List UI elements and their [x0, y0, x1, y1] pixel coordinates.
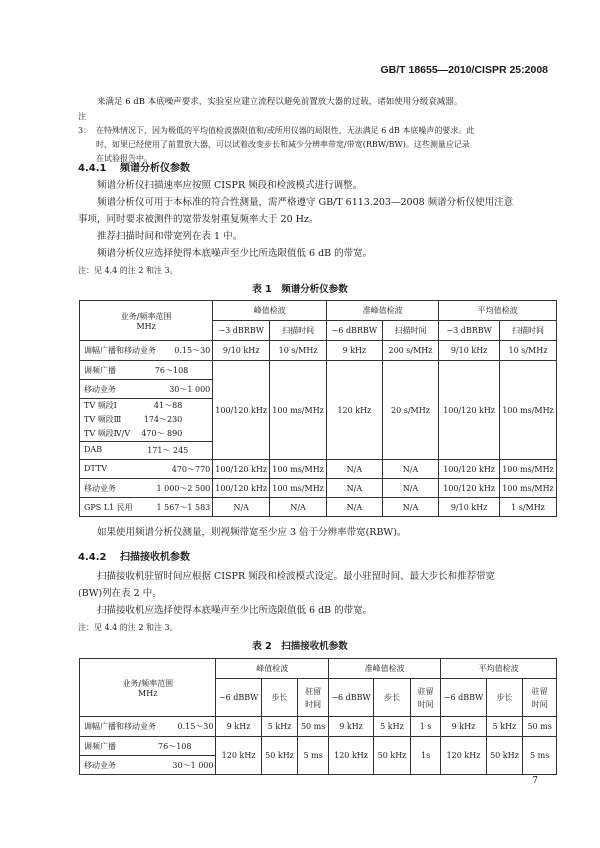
table-row: 调频广播 76～108 120 kHz 50 kHz 5 ms 120 kHz 50 kHz 1s 120 kHz 50 kHz 5 ms: [80, 737, 557, 756]
merged-cell: 120 kHz: [441, 737, 486, 775]
table-1-caption: 表 1 频谱分析仪参数: [252, 284, 348, 295]
paragraph: 推荐扫描时间和带宽列在表 1 中。: [97, 231, 243, 242]
paragraph: 频谱分析仪扫描速率应按照 CISPR 频段和检波模式进行调整。: [97, 180, 363, 191]
paragraph: 频谱分析仪应选择使得本底噪声至少比所选限值低 6 dB 的带宽。: [97, 248, 373, 259]
section-number: 4.4.2: [78, 552, 107, 563]
after-table-1-text: 如果使用频谱分析仪测量，则视频带宽至少应 3 倍于分辨率带宽(RBW)。: [97, 527, 407, 538]
group-peak: 峰值检波: [216, 659, 328, 679]
note-3-line-1: 在特殊情况下，因为极低的平均值检波器限值和/或所用仪器的局限性，无法满足 6 dB 本底噪声的要求。此: [96, 126, 475, 135]
section-4-4-1-body: [78, 177, 556, 279]
group-qp: 准峰值检波: [328, 659, 440, 679]
merged-cell: 50 kHz: [374, 737, 411, 775]
note: 注：见 4.4 的注 2 和注 3。: [78, 266, 178, 275]
col-header: 业务/频率范围 MHz: [80, 301, 213, 341]
sub-header: 驻留 时间: [298, 679, 329, 717]
section-4-4-1-heading: [78, 159, 190, 174]
note: 注：见 4.4 的注 2 和注 3。: [78, 623, 178, 632]
merged-cell: 120 kHz: [328, 737, 373, 775]
table-row: GPS L1 民用 1 567～1 583 N/A N/A N/A N/A 9/10 kHz 1 s/MHz: [80, 498, 557, 517]
group-avg: 平均值检波: [439, 301, 557, 321]
table-row: 移动业务 1 000～2 500 100/120 kHz 100 ms/MHz N/A N/A 100/120 kHz 100 ms/MHz: [80, 479, 557, 498]
table-row: 移动业务 30～1 000: [80, 380, 557, 399]
sub-header: 步长: [261, 679, 298, 717]
section-4-4-2-body: [78, 568, 556, 636]
section-4-4-2-heading: [78, 548, 190, 563]
table-row: 调频广播 76～108 100/120 kHz 100 ms/MHz 120 kHz 20 s/MHz 100/120 kHz 100 ms/MHz: [80, 361, 557, 380]
sub-header: 驻留 时间: [410, 679, 441, 717]
merged-cell: 1s: [410, 737, 441, 775]
section-number: 4.4.1: [78, 163, 107, 174]
section-title: 扫描接收机参数: [120, 552, 190, 563]
sub-header: 驻留 时间: [523, 679, 557, 717]
group-peak: 峰值检波: [213, 301, 327, 321]
merged-cell: 100 ms/MHz: [499, 361, 556, 460]
standard-id: GB/T 18655—2010/CISPR 25:2008: [380, 64, 548, 76]
table-row: 调幅广播和移动业务 0.15～30 9/10 kHz 10 s/MHz 9 kHz 200 s/MHz 9/10 kHz 10 s/MHz: [80, 341, 557, 361]
sub-header: 扫描时间: [270, 321, 327, 341]
paragraph: (BW)列在表 2 中。: [78, 588, 162, 599]
sub-header: −6 dBBW: [216, 679, 261, 717]
merged-cell: 50 kHz: [486, 737, 523, 775]
merged-cell: 100/120 kHz: [213, 361, 270, 460]
sub-header: −6 dBBW: [441, 679, 486, 717]
section-title: 频谱分析仪参数: [120, 163, 190, 174]
merged-cell: 5 ms: [298, 737, 329, 775]
paragraph: 频谱分析仪可用于本标准的符合性测量，需严格遵守 GB/T 6113.203—2008 频谱分析仪使用注意: [97, 197, 514, 208]
paragraph: 事项，同时要求被测件的宽带发射重复频率大于 20 Hz。: [78, 214, 319, 225]
col-header: 业务/频率范围 MHz: [80, 659, 216, 717]
table-row: DAB 171～ 245: [80, 442, 557, 460]
paragraph: 扫描接收机驻留时间应根据 CISPR 频段和检波模式设定。最小驻留时间、最大步长和推荐带宽: [97, 571, 496, 582]
table-2: [79, 658, 557, 775]
merged-cell: 100 ms/MHz: [270, 361, 327, 460]
merged-cell: 120 kHz: [216, 737, 261, 775]
sub-header: 扫描时间: [382, 321, 439, 341]
sub-header: −6 dBBW: [328, 679, 373, 717]
note-3: [78, 110, 556, 166]
sub-header: −6 dBRBW: [327, 321, 383, 341]
merged-cell: 120 kHz: [327, 361, 383, 460]
merged-cell: 100/120 kHz: [439, 361, 500, 460]
sub-header: −3 dBRBW: [213, 321, 270, 341]
table-row: 移动业务 30～1 000: [80, 756, 557, 775]
table-row: TV 频段Ⅰ 41～88 TV 频段Ⅲ 174～230 TV 频段Ⅳ/Ⅴ 470～ 890: [80, 399, 557, 442]
table-2-caption: 表 2 扫描接收机参数: [252, 641, 348, 652]
merged-cell: 50 kHz: [261, 737, 298, 775]
note-3-line-3: 在试验报告中。: [96, 154, 152, 163]
continuation-text: 来满足 6 dB 本底噪声要求，实验室应建立流程以避免前置放大器的过载，诸如使用分级衰减器。: [97, 97, 463, 107]
sub-header: 步长: [374, 679, 411, 717]
merged-cell: 5 ms: [523, 737, 557, 775]
table-row: DTTV 470～770 100/120 kHz 100 ms/MHz N/A N/A 100/120 kHz 100 ms/MHz: [80, 460, 557, 479]
paragraph: 扫描接收机应选择使得本底噪声至少比所选限值低 6 dB 的带宽。: [97, 605, 373, 616]
table-1: [79, 300, 557, 517]
table-row: 调幅广播和移动业务 0.15～30 9 kHz 5 kHz 50 ms 9 kHz 5 kHz 1 s 9 kHz 5 kHz 50 ms: [80, 717, 557, 737]
merged-cell: 20 s/MHz: [382, 361, 439, 460]
note-3-label: 注 3：: [78, 112, 92, 135]
group-avg: 平均值检波: [441, 659, 557, 679]
page-number: 7: [532, 776, 538, 786]
note-3-line-2: 时，如果已经使用了前置放大器，可以试着改变步长和减少分辨率带宽/带宽(RBW/BW)。这些测量应记录: [96, 140, 470, 149]
sub-header: 步长: [486, 679, 523, 717]
sub-header: −3 dBRBW: [439, 321, 500, 341]
sub-header: 扫描时间: [499, 321, 556, 341]
group-qp: 准峰值检波: [327, 301, 439, 321]
